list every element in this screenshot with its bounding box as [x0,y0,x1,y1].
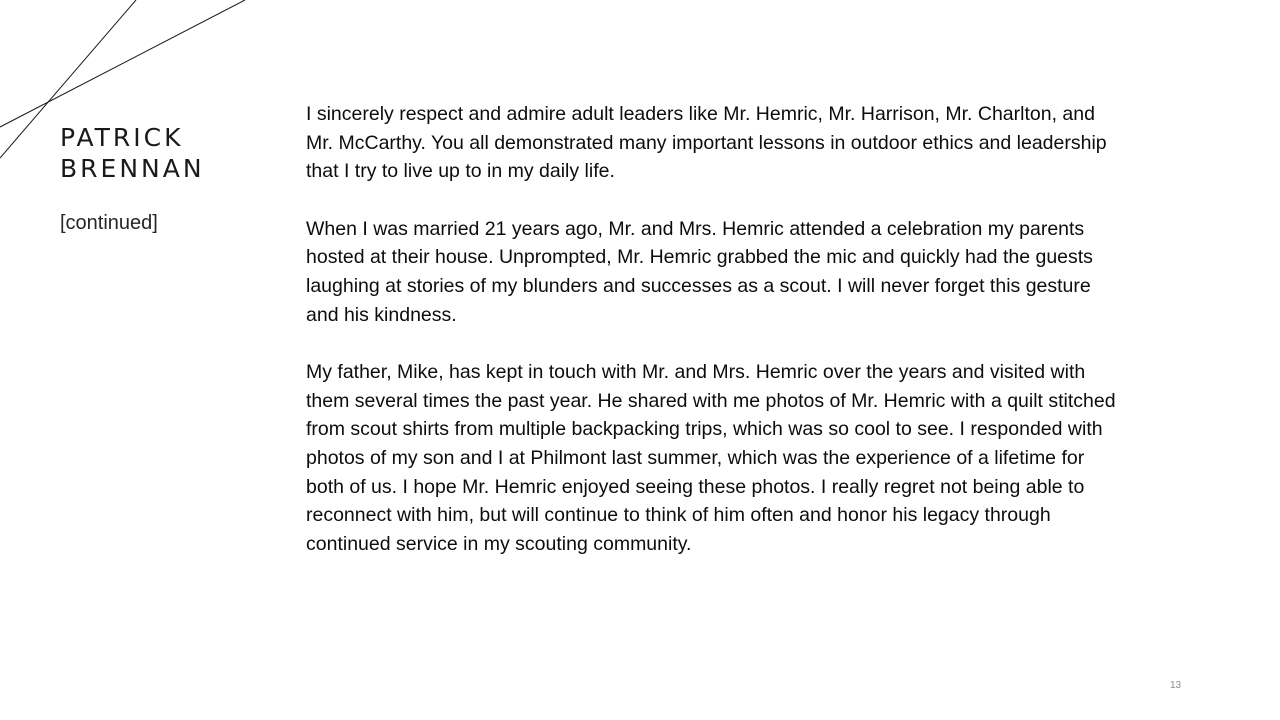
decorative-line-2 [0,0,245,127]
page-number: 13 [1170,680,1182,691]
paragraph-2: When I was married 21 years ago, Mr. and Mrs. Hemric attended a celebration my parents hosted at their house. Unprompted, Mr. Hemric grabbed the mic and quickly had the guests laughing at stories of my blunders and successes as a scout. I will never forget this gesture and his kindness. [306,217,1093,326]
slide-subtitle: [continued] [60,212,158,234]
body-text [306,100,1126,587]
slide-title: PATRICK BRENNAN [60,123,205,183]
paragraph-1: I sincerely respect and admire adult leaders like Mr. Hemric, Mr. Harrison, Mr. Charlton, and Mr. McCarthy. You all demonstrated many important lessons in outdoor ethics and leadership that I try to live up to in my daily life. [306,103,1107,183]
paragraph-3: My father, Mike, has kept in touch with Mr. and Mrs. Hemric over the years and visited with them several times the past year. He shared with me photos of Mr. Hemric with a quilt stitched from scout shirts from multiple backpacking trips, which was so cool to see. I responded with photos of my son and I at Philmont last summer, which was the experience of a lifetime for both of us. I hope Mr. Hemric enjoyed seeing these photos. I really regret not being able to reconnect with him, but will continue to think of him often and honor his legacy through continued service in my scouting community. [306,361,1116,555]
